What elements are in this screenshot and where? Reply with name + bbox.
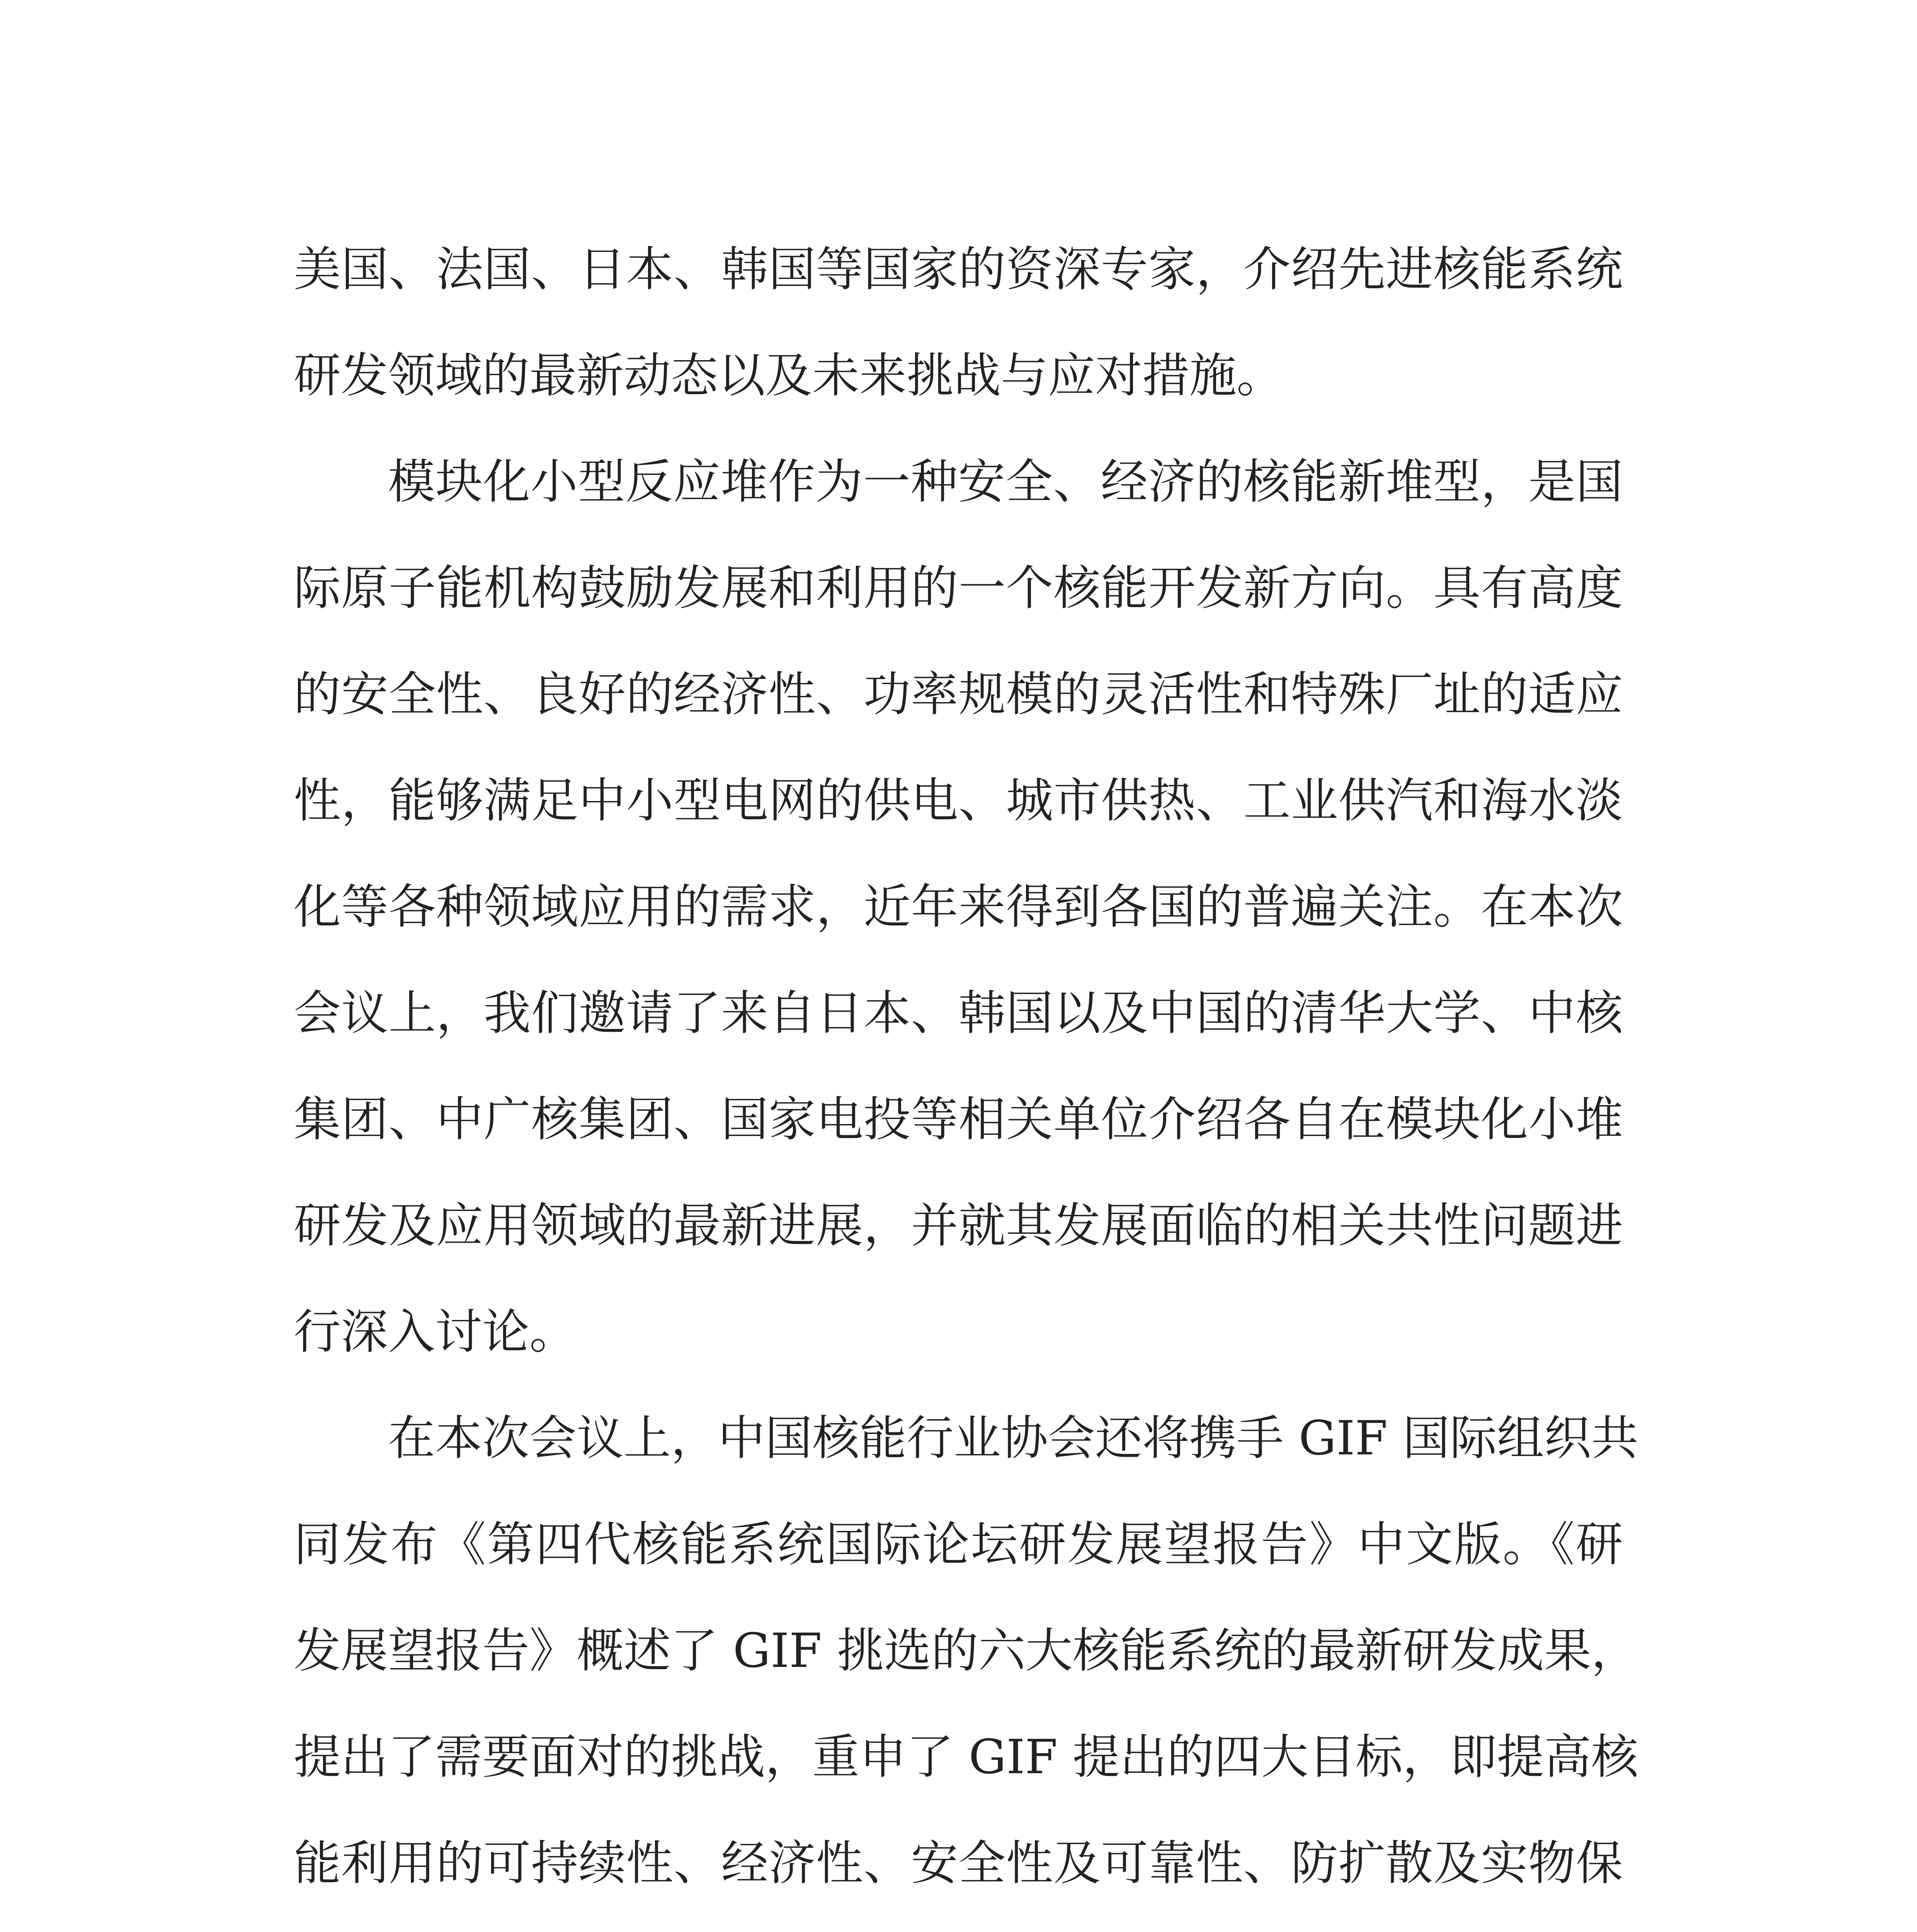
- text-line: 在本次会议上，中国核能行业协会还将携手 GIF 国际组织共: [388, 1411, 1638, 1466]
- text-line: 同发布《第四代核能系统国际论坛研发展望报告》中文版。《研: [294, 1517, 1623, 1572]
- body-text: [294, 216, 1638, 1932]
- text-line: 行深入讨论。: [294, 1304, 577, 1359]
- text-line: 的安全性、良好的经济性、功率规模的灵活性和特殊厂址的适应: [294, 667, 1623, 722]
- text-line: 研发领域的最新动态以及未来挑战与应对措施。: [294, 348, 1284, 403]
- text-line: 研发及应用领域的最新进展，并就其发展面临的相关共性问题进: [294, 1198, 1623, 1253]
- text-line: 会议上，我们邀请了来自日本、韩国以及中国的清华大学、中核: [294, 986, 1623, 1041]
- text-line: 模块化小型反应堆作为一种安全、经济的核能新堆型，是国: [388, 454, 1623, 509]
- text-line: 美国、法国、日本、韩国等国家的资深专家，介绍先进核能系统: [294, 242, 1623, 297]
- text-line: 提出了需要面对的挑战，重申了 GIF 提出的四大目标，即提高核: [294, 1730, 1638, 1784]
- text-line: [294, 1917, 1623, 1932]
- text-line: 集团、中广核集团、国家电投等相关单位介绍各自在模块化小堆: [294, 1092, 1623, 1147]
- text-line: 发展望报告》概述了 GIF 挑选的六大核能系统的最新研发成果，: [294, 1623, 1638, 1678]
- text-line: 化等各种领域应用的需求，近年来得到各国的普遍关注。在本次: [294, 879, 1623, 934]
- text-line: 际原子能机构鼓励发展和利用的一个核能开发新方向。具有高度: [294, 561, 1623, 616]
- text-line: 能利用的可持续性、经济性、安全性及可靠性、防扩散及实物保: [294, 1836, 1623, 1891]
- text-line: 性，能够满足中小型电网的供电、城市供热、工业供汽和海水淡: [294, 773, 1623, 828]
